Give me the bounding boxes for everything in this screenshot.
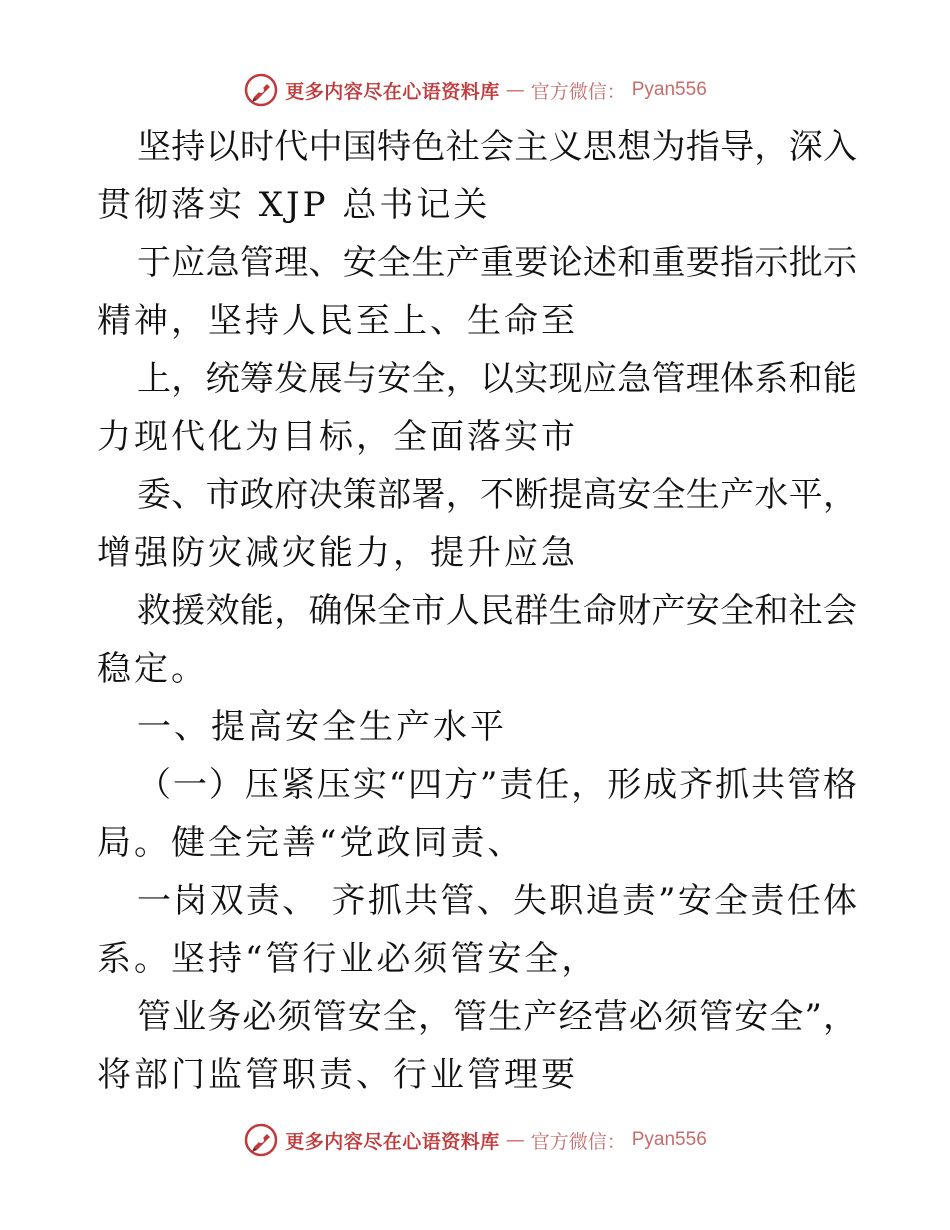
header-banner-title: 更多内容尽在心语资料库 bbox=[285, 80, 500, 103]
footer-banner-dash: — bbox=[505, 1129, 525, 1151]
header-banner-dash: — bbox=[505, 79, 525, 101]
footer-banner-title: 更多内容尽在心语资料库 bbox=[285, 1130, 500, 1153]
header-banner-inner bbox=[243, 72, 707, 108]
pen-logo-icon bbox=[243, 1122, 279, 1158]
body-line: 一岗双责、 齐抓共管、失职追责”安全责任体 bbox=[137, 881, 857, 921]
document-body bbox=[97, 118, 857, 1104]
body-line: 系。坚持“管行业必须管安全， bbox=[97, 939, 599, 979]
body-line: 力现代化为目标，全面落实市 bbox=[97, 417, 578, 457]
section-heading: 一、提高安全生产水平 bbox=[137, 707, 507, 747]
footer-banner-wechat-id: Pyan556 bbox=[631, 1129, 707, 1150]
body-line: 将部门监管职责、行业管理要 bbox=[97, 1055, 578, 1095]
header-banner-official: 官方微信： bbox=[530, 80, 626, 103]
body-line: 坚持以时代中国特色社会主义思想为指导，深入 bbox=[137, 127, 857, 167]
body-line: 增强防灾减灾能力，提升应急 bbox=[97, 533, 578, 573]
body-line: 精神，坚持人民至上、生命至 bbox=[97, 301, 578, 341]
body-line: 稳定。 bbox=[97, 649, 208, 689]
body-line: 贯彻落实 XJP 总书记关 bbox=[97, 185, 491, 225]
body-line: 管业务必须管安全，管生产经营必须管安全”， bbox=[137, 997, 857, 1037]
body-line: 于应急管理、安全生产重要论述和重要指示批示 bbox=[137, 243, 857, 283]
body-line: 局。健全完善“党政同责、 bbox=[97, 823, 525, 863]
body-line: （一）压紧压实“四方”责任，形成齐抓共管格 bbox=[137, 765, 857, 805]
footer-watermark-banner bbox=[0, 1118, 950, 1162]
pen-logo-icon bbox=[243, 72, 279, 108]
body-line: 委、市政府决策部署，不断提高安全生产水平， bbox=[137, 475, 857, 515]
body-line: 上，统筹发展与安全，以实现应急管理体系和能 bbox=[137, 359, 857, 399]
footer-banner-inner bbox=[243, 1122, 707, 1158]
body-line: 救援效能，确保全市人民群生命财产安全和社会 bbox=[137, 591, 857, 631]
header-watermark-banner bbox=[0, 68, 950, 112]
header-banner-wechat-id: Pyan556 bbox=[631, 79, 707, 100]
footer-banner-official: 官方微信： bbox=[530, 1130, 626, 1153]
